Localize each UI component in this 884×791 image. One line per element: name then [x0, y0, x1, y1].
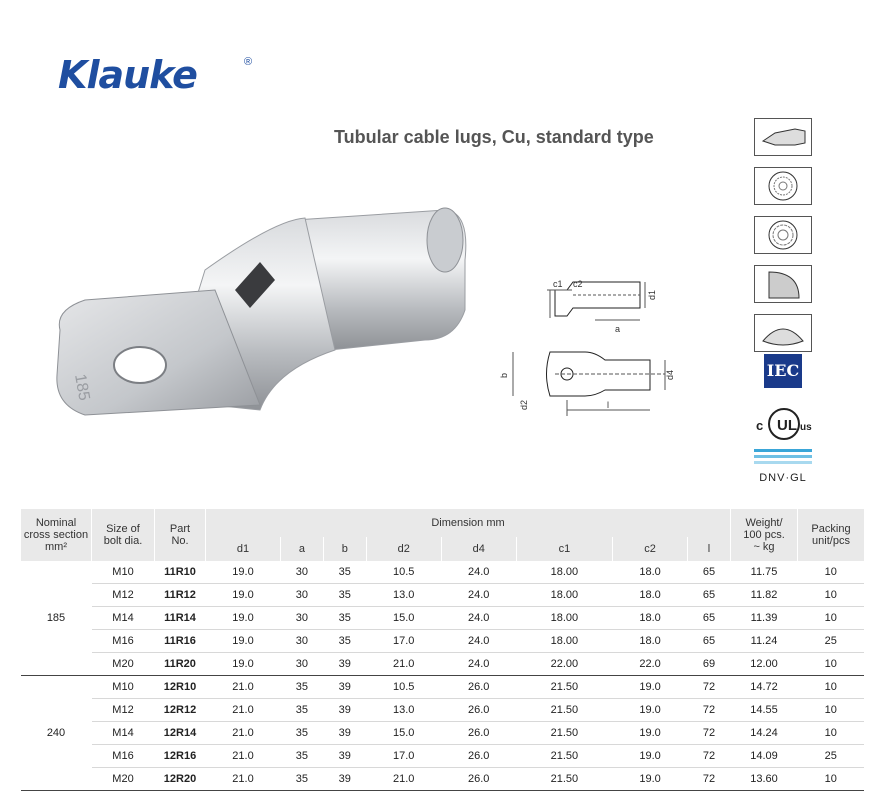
cell-part: 12R10 [155, 676, 206, 699]
cell-packing: 25 [798, 630, 865, 653]
header-nominal: Nominal cross section mm² [21, 509, 92, 561]
cell-c1: 18.00 [516, 607, 612, 630]
cell-b: 35 [323, 584, 366, 607]
cell-a: 35 [280, 768, 323, 791]
cell-c1: 22.00 [516, 653, 612, 676]
cell-c2: 22.0 [613, 653, 688, 676]
dnv-waves-icon [754, 447, 812, 465]
cell-bolt: M20 [92, 768, 155, 791]
cell-c2: 18.0 [613, 607, 688, 630]
table-row [21, 699, 865, 722]
cell-b: 39 [323, 768, 366, 791]
cell-c2: 19.0 [613, 745, 688, 768]
cell-d2: 15.0 [366, 607, 441, 630]
cell-d2: 21.0 [366, 653, 441, 676]
header-packing: Packing unit/pcs [798, 509, 865, 561]
cell-packing: 10 [798, 699, 865, 722]
label-d2: d2 [519, 399, 529, 410]
cell-c2: 18.0 [613, 584, 688, 607]
label-l: l [607, 400, 609, 410]
cell-l: 72 [688, 722, 731, 745]
cell-part: 11R12 [155, 584, 206, 607]
top-view [513, 352, 665, 416]
cell-c1: 18.00 [516, 561, 612, 584]
cell-c2: 19.0 [613, 768, 688, 791]
brand-name: Klauke [58, 53, 197, 97]
cell-l: 72 [688, 699, 731, 722]
header-dim-b: b [323, 537, 366, 561]
label-d4: d4 [665, 369, 675, 380]
cell-d1: 21.0 [206, 745, 281, 768]
cell-weight: 11.39 [731, 607, 798, 630]
cell-d4: 26.0 [441, 722, 516, 745]
fine-strand-conductor-icon [754, 167, 812, 205]
cell-part: 11R20 [155, 653, 206, 676]
cell-c1: 21.50 [516, 722, 612, 745]
cell-a: 35 [280, 676, 323, 699]
cell-weight: 11.24 [731, 630, 798, 653]
cell-bolt: M14 [92, 607, 155, 630]
table-row [21, 607, 865, 630]
cell-bolt: M12 [92, 699, 155, 722]
header-dimension: Dimension mm [206, 509, 731, 537]
cell-weight: 14.24 [731, 722, 798, 745]
cell-c1: 18.00 [516, 584, 612, 607]
cell-c2: 19.0 [613, 676, 688, 699]
cell-bolt: M10 [92, 676, 155, 699]
cell-packing: 10 [798, 722, 865, 745]
cell-a: 35 [280, 699, 323, 722]
cell-a: 30 [280, 561, 323, 584]
cell-d4: 24.0 [441, 584, 516, 607]
table-row [21, 676, 865, 699]
dnv-gl-text: DNV·GL [759, 472, 807, 484]
cell-c1: 21.50 [516, 699, 612, 722]
cable-lug-photo [45, 200, 475, 440]
page-title: Tubular cable lugs, Cu, standard type [334, 127, 654, 147]
cell-c2: 19.0 [613, 722, 688, 745]
cell-b: 39 [323, 745, 366, 768]
cell-b: 39 [323, 722, 366, 745]
cell-weight: 14.09 [731, 745, 798, 768]
header-dim-d4: d4 [441, 537, 516, 561]
cell-weight: 12.00 [731, 653, 798, 676]
cell-part: 11R10 [155, 561, 206, 584]
cell-d4: 24.0 [441, 607, 516, 630]
cell-packing: 10 [798, 584, 865, 607]
label-c2: c2 [573, 279, 583, 289]
cell-l: 65 [688, 584, 731, 607]
cell-c1: 18.00 [516, 630, 612, 653]
cell-c1: 21.50 [516, 745, 612, 768]
cell-bolt: M12 [92, 584, 155, 607]
cell-packing: 10 [798, 561, 865, 584]
table-row [21, 722, 865, 745]
cell-packing: 25 [798, 745, 865, 768]
cell-c1: 21.50 [516, 768, 612, 791]
cell-d2: 17.0 [366, 745, 441, 768]
header-dim-d2: d2 [366, 537, 441, 561]
photo-stamp: 185 [71, 372, 93, 402]
cell-b: 35 [323, 630, 366, 653]
cell-part: 11R16 [155, 630, 206, 653]
cell-weight: 14.55 [731, 699, 798, 722]
cell-c2: 18.0 [613, 630, 688, 653]
cell-packing: 10 [798, 676, 865, 699]
cell-d2: 13.0 [366, 584, 441, 607]
header-bolt: Size of bolt dia. [92, 509, 155, 561]
cell-bolt: M14 [92, 722, 155, 745]
cell-bolt: M20 [92, 653, 155, 676]
round-strand-conductor-icon [754, 216, 812, 254]
cell-b: 35 [323, 561, 366, 584]
sector-stranded-icon [754, 314, 812, 352]
cell-b: 35 [323, 607, 366, 630]
cell-l: 65 [688, 561, 731, 584]
cell-l: 65 [688, 630, 731, 653]
header-part: Part No. [155, 509, 206, 561]
registered-mark: ® [244, 56, 253, 68]
cell-l: 72 [688, 768, 731, 791]
cell-d2: 15.0 [366, 722, 441, 745]
table-row [21, 630, 865, 653]
cell-d1: 19.0 [206, 630, 281, 653]
table-row [21, 561, 865, 584]
cell-part: 11R14 [155, 607, 206, 630]
spec-table [20, 509, 864, 791]
svg-text:UL: UL [777, 417, 797, 434]
cell-c2: 19.0 [613, 699, 688, 722]
header-weight: Weight/ 100 pcs. ~ kg [731, 509, 798, 561]
cell-l: 69 [688, 653, 731, 676]
lug-outline-icon [754, 118, 812, 156]
cell-d1: 21.0 [206, 768, 281, 791]
label-b: b [499, 372, 509, 378]
cell-part: 12R20 [155, 768, 206, 791]
cell-a: 30 [280, 584, 323, 607]
cell-l: 65 [688, 607, 731, 630]
cell-packing: 10 [798, 653, 865, 676]
cell-b: 39 [323, 676, 366, 699]
cell-d2: 17.0 [366, 630, 441, 653]
cell-a: 30 [280, 607, 323, 630]
label-a: a [615, 324, 621, 334]
cell-d4: 26.0 [441, 768, 516, 791]
nominal-cross-section: 240 [21, 676, 92, 791]
table-row [21, 768, 865, 791]
iec-logo: IEC [764, 354, 802, 388]
cell-packing: 10 [798, 768, 865, 791]
ul-us-mark: us [800, 422, 812, 433]
cell-part: 12R16 [155, 745, 206, 768]
header-dim-d1: d1 [206, 537, 281, 561]
cell-weight: 14.72 [731, 676, 798, 699]
table-row [21, 653, 865, 676]
cell-d2: 13.0 [366, 699, 441, 722]
cell-d1: 19.0 [206, 653, 281, 676]
cell-l: 72 [688, 745, 731, 768]
cell-d4: 24.0 [441, 630, 516, 653]
cell-bolt: M16 [92, 745, 155, 768]
cell-d2: 10.5 [366, 561, 441, 584]
cell-d1: 21.0 [206, 676, 281, 699]
ul-certification-logo [754, 404, 814, 444]
cell-d2: 10.5 [366, 676, 441, 699]
cell-d1: 19.0 [206, 584, 281, 607]
header-dim-a: a [280, 537, 323, 561]
cell-part: 12R12 [155, 699, 206, 722]
cell-d4: 26.0 [441, 699, 516, 722]
cell-c2: 18.0 [613, 561, 688, 584]
cell-d1: 21.0 [206, 699, 281, 722]
cell-d4: 26.0 [441, 676, 516, 699]
table-row [21, 584, 865, 607]
cell-bolt: M16 [92, 630, 155, 653]
cell-weight: 11.75 [731, 561, 798, 584]
cell-a: 30 [280, 630, 323, 653]
cell-b: 39 [323, 653, 366, 676]
brand-logo [58, 52, 253, 98]
header-dim-l: l [688, 537, 731, 561]
table-row [21, 745, 865, 768]
label-c1: c1 [553, 279, 563, 289]
conductor-type-icons [754, 118, 812, 363]
cell-d2: 21.0 [366, 768, 441, 791]
cell-weight: 13.60 [731, 768, 798, 791]
cell-weight: 11.82 [731, 584, 798, 607]
cell-d1: 19.0 [206, 607, 281, 630]
nominal-cross-section: 185 [21, 561, 92, 676]
cell-a: 30 [280, 653, 323, 676]
header-dim-c2: c2 [613, 537, 688, 561]
label-d1: d1 [647, 289, 657, 300]
cell-b: 39 [323, 699, 366, 722]
header-dim-c1: c1 [516, 537, 612, 561]
cell-a: 35 [280, 722, 323, 745]
cell-a: 35 [280, 745, 323, 768]
cell-part: 12R14 [155, 722, 206, 745]
dnv-gl-logo [754, 447, 812, 484]
cell-c1: 21.50 [516, 676, 612, 699]
cell-d4: 26.0 [441, 745, 516, 768]
sector-solid-icon [754, 265, 812, 303]
dimension-drawing [495, 278, 685, 428]
cell-l: 72 [688, 676, 731, 699]
cell-bolt: M10 [92, 561, 155, 584]
cell-d1: 21.0 [206, 722, 281, 745]
cell-d1: 19.0 [206, 561, 281, 584]
cell-d4: 24.0 [441, 561, 516, 584]
cell-packing: 10 [798, 607, 865, 630]
cell-d4: 24.0 [441, 653, 516, 676]
ul-c-mark: c [756, 418, 764, 433]
